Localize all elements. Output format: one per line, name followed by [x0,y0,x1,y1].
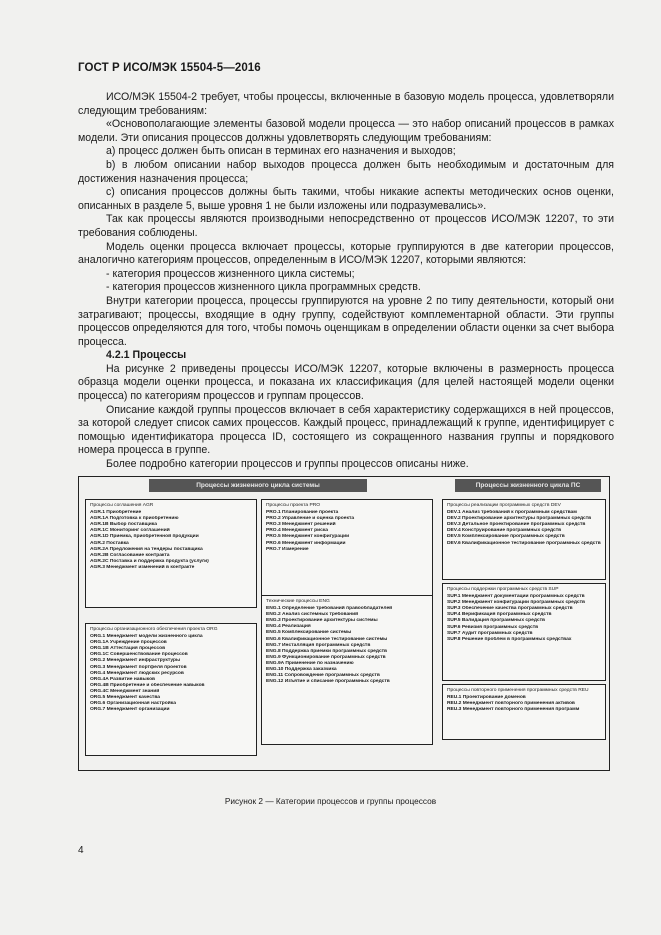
process-item: AGR.1A Подготовка к приобретению [90,516,179,522]
process-item: DEV.6 Квалификационное тестирование программных средств [447,540,601,546]
org-group-title: Процессы организационного обеспечения проекта ORG [90,627,218,632]
paragraph: b) в любом описании набор выходов процесса должен быть необходимым и достаточным для достижения назначения процесса; [78,158,614,185]
paragraph: Более подробно категории процессов и группы процессов описаны ниже. [106,458,469,471]
process-item: ORG.4C Менеджмент знаний [90,688,160,694]
process-item: ENG.8 Поддержка приемки программных средств [266,648,388,654]
agr-group-box [85,499,257,608]
process-item: ORG.4B Приобретение и обеспечение навыков [90,682,205,688]
process-item: PRO.6 Менеджмент информации [266,540,346,546]
process-item: ORG.1B Аттестация процессов [90,646,166,652]
process-item: AGR.2B Согласование контракта [90,552,170,558]
process-item: DEV.3 Детальное проектирование программных средств [447,522,586,528]
eng-group-title: Технические процессы ENG [266,599,330,604]
process-item: ORG.1A Учреждение процессов [90,640,167,646]
process-item: PRO.1 Планирование проекта [266,510,339,516]
process-item: DEV.4 Конструирование программных средств [447,528,562,534]
process-item: ENG.10 Поддержка заказчика [266,667,337,673]
paragraph: - категория процессов жизненного цикла программных средств. [106,281,421,294]
process-item: REU.3 Менеджмент повторного применения программ [447,707,580,713]
section-heading: 4.2.1 Процессы [106,349,187,362]
process-item: AGR.1C Мониторинг соглашений [90,528,170,534]
eng-group-box [261,595,433,745]
sup-group-box [442,583,606,681]
process-item: PRO.2 Управление и оценка проекта [266,516,355,522]
paragraph: Модель оценки процесса включает процессы, которые группируются в две категории процессов, аналогично категориям процессов, определенным в ИСО/МЭК 12207, которыми являются: [78,240,614,267]
reu-group-title: Процессы повторного применения программных средств REU [447,688,589,693]
process-item: AGR.1D Приемка, приобретенной продукции [90,534,199,540]
process-item: ENG.7 Инсталляция программных средств [266,642,371,648]
process-item: ENG.4 Реализация [266,624,311,630]
system-lifecycle-banner: Процессы жизненного цикла системы [149,479,367,492]
process-item: DEV.2 Проектирование архитектуры программных средств [447,516,592,522]
process-item: SUP.1 Менеджмент документации программных средств [447,594,585,600]
process-item: SUP.4 Верификация программных средств [447,612,552,618]
process-item: PRO.4 Менеджмент риска [266,528,329,534]
paragraph: c) описания процессов должны быть такими, чтобы никакие аспекты методических основ оценки, описанных в разделе 5, выше уровня 1 не были изложены или подразумевались». [78,186,614,212]
process-item: ENG.2 Анализ системных требований [266,612,359,618]
process-item: AGR.1B Выбор поставщика [90,522,157,528]
process-item: ENG.9 Функционирование программных средств [266,654,386,660]
paragraph: На рисунке 2 приведены процессы ИСО/МЭК 12207, которые включены в размерность процесса образца модели оценки процесса, и показана их классификация (для целей настоящей модели оценки процесса) по категориям процессов и группам процессов. [78,362,614,403]
process-item: SUP.8 Решение проблем в программных средствах [447,636,572,642]
page-number: 4 [78,845,84,856]
process-item: AGR.1 Приобретение [90,510,142,516]
document-body [78,91,614,472]
process-item: DEV.1 Анализ требований к программным средствам [447,510,577,516]
reu-group-box [442,684,606,740]
paragraph: - категория процессов жизненного цикла системы; [106,267,355,280]
process-item: ORG.7 Менеджмент организации [90,707,170,713]
agr-group-title: Процессы соглашения AGR [90,503,154,508]
process-item: ORG.4A Развитие навыков [90,676,156,682]
paragraph: Описание каждой группы процессов включает в себя характеристику содержащихся в ней процессов, за которой следует список самих процессов. Каждый процесс, принадлежащий к группе, идентифицирует с помощью идентификатора процесса ID, состоящего из сокращенного названия группы и порядкового номера процесса в группе. [78,403,614,457]
process-item: ENG.11 Сопровождение программных средств [266,673,380,679]
pro-group-title: Процессы проекта PRO [266,503,321,508]
process-item: ENG.1 Определение требований правообладателей [266,606,393,612]
process-item: ORG.5 Менеджмент качества [90,695,160,701]
process-item: DEV.5 Комплексирование программных средств [447,534,565,540]
paragraph: ИСО/МЭК 15504-2 требует, чтобы процессы, включенные в базовую модель процесса, удовлетворяли следующим требованиям: [78,91,614,117]
paragraph: «Основополагающие элементы базовой модели процесса — это набор описаний процессов в рамках модели. Эти описания процессов должны удовлетворять следующим требованиям: [78,118,614,144]
dev-group-title: Процессы реализации программных средств DEV [447,503,561,508]
process-item: PRO.7 Измерение [266,546,309,552]
paragraph: Внутри категории процесса, процессы группируются на уровне 2 по типу деятельности, который они затрагивают; процессы, входящие в одну группу, содействуют комплементарной области. Эти группы процессов определяются для того, чтобы помочь оценщикам в определении области оценки за счет выбора процесса. [78,294,614,348]
process-item: PRO.5 Менеджмент конфигурации [266,534,350,540]
process-item: AGR.2C Поставка и поддержка продукта (услуги) [90,558,209,564]
process-item: SUP.2 Менеджмент конфигурации программных средств [447,600,586,606]
process-item: ENG.5 Комплексирование системы [266,630,352,636]
process-item: ORG.1C Совершенствование процессов [90,652,188,658]
process-item: ORG.3 Менеджмент портфеля проектов [90,664,187,670]
figure-caption: Рисунок 2 — Категории процессов и группы процессов [224,796,437,806]
dev-group-box [442,499,606,580]
process-item: SUP.7 Аудит программных средств [447,630,533,636]
process-item: ENG.12 Изъятие и списание программных средств [266,679,390,685]
process-item: SUP.6 Ревизия программных средств [447,624,539,630]
process-item: ORG.4 Менеджмент людских ресурсов [90,670,184,676]
paragraph: Так как процессы являются производными непосредственно от процессов ИСО/МЭК 12207, то эти требования соблюдены. [78,213,614,239]
process-item: AGR.2 Поставка [90,540,129,546]
sup-group-title: Процессы поддержки программных средств SUP [447,587,559,592]
process-item: ENG.3 Проектирование архитектуры системы [266,618,378,624]
process-item: ENG.9A Применение по назначению [266,660,354,666]
process-item: SUP.5 Валидация программных средств [447,618,545,624]
process-item: ORG.6 Организационная настройка [90,701,176,707]
process-item: PRO.3 Менеджмент решений [266,522,336,528]
process-item: REU.2 Менеджмент повторного применения активов [447,701,575,707]
process-item: AGR.3 Менеджмент изменений в контракте [90,564,195,570]
process-item: REU.1 Проектирование доменов [447,695,526,701]
process-item: ENG.6 Квалификационное тестирование системы [266,636,388,642]
org-group-box [85,623,257,756]
document-header: ГОСТ Р ИСО/МЭК 15504-5—2016 [78,62,261,74]
figure-process-categories [78,476,610,771]
process-item: SUP.3 Обеспечение качества программных средств [447,606,573,612]
process-item: ORG.2 Менеджмент инфраструктуры [90,658,181,664]
paragraph: a) процесс должен быть описан в терминах его назначения и выходов; [106,145,456,158]
process-item: AGR.2A Предложения на тендеры поставщика [90,546,203,552]
process-item: ORG.1 Менеджмент модели жизненного цикла [90,634,203,640]
software-lifecycle-banner: Процессы жизненного цикла ПС [455,479,601,492]
pro-group-box [261,499,433,597]
